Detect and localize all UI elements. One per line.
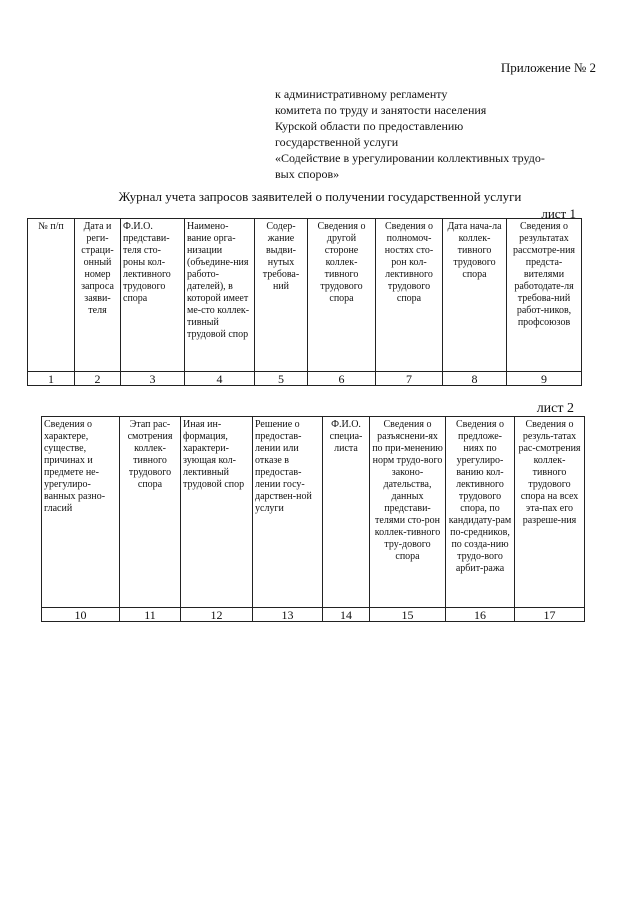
- regulation-line: «Содействие в урегулировании коллективных трудо-: [275, 151, 545, 165]
- header-cell: Ф.И.О. специа-листа: [323, 417, 370, 608]
- header-cell: Сведения о характере, существе, причинах и предмете не-урегулиро-ванных разно-гласий: [42, 417, 120, 608]
- header-cell: Решение о предостав-лении или отказе в предостав-лении госу-дарствен-ной услуги: [253, 417, 323, 608]
- column-number: 12: [181, 608, 253, 622]
- header-cell: Сведения о предложе-ниях по урегулиро-ванию кол-лективного трудового спора, по кандидату-рам по-средников, по созда-нию трудо-вого арбит-ража: [446, 417, 515, 608]
- column-number: 16: [446, 608, 515, 622]
- header-cell: Этап рас-смотрения коллек-тивного трудового спора: [120, 417, 181, 608]
- column-number: 14: [323, 608, 370, 622]
- header-cell: Ф.И.О. представи-теля сто-роны кол-лективного трудового спора: [121, 219, 185, 372]
- regulation-line: государственной услуги: [275, 135, 399, 149]
- column-number: 8: [443, 372, 507, 386]
- journal-title: Журнал учета запросов заявителей о получении государственной услуги: [118, 189, 522, 204]
- column-number: 1: [28, 372, 75, 386]
- column-number: 7: [376, 372, 443, 386]
- column-number: 10: [42, 608, 120, 622]
- header-cell: Сведения о полномоч-ностях сто-рон кол-лективного трудового спора: [376, 219, 443, 372]
- regulation-reference: [275, 86, 595, 182]
- sheet-2-label: лист 2: [536, 401, 574, 416]
- header-cell: Сведения о результатах рассмотре-ния предста-вителями работодате-ля требова-ний работ-ников, профсоюзов: [507, 219, 582, 372]
- header-cell: Дата и реги-страци-онный номер запроса заяви-теля: [75, 219, 121, 372]
- header-cell: Сведения о другой стороне коллек-тивного трудового спора: [308, 219, 376, 372]
- sheet-2-table: [41, 416, 585, 622]
- column-number: 3: [121, 372, 185, 386]
- header-cell: Наимено-вание орга-низации (объедине-ния работо-дателей), в которой имеет ме-сто коллек-тивный трудовой спор: [185, 219, 255, 372]
- header-cell: Сведения о разъяснени-ях по при-менению норм трудо-вого законо-дательства, данных представи-телями сто-рон коллек-тивного тру-дового спора: [370, 417, 446, 608]
- column-number: 17: [515, 608, 585, 622]
- regulation-line: Курской области по предоставлению: [275, 119, 464, 133]
- sheet-1-table: [27, 218, 582, 386]
- appendix-number: Приложение № 2: [500, 60, 596, 75]
- column-number: 13: [253, 608, 323, 622]
- regulation-line: к административному регламенту: [275, 87, 448, 101]
- regulation-line: комитета по труду и занятости населения: [275, 103, 487, 117]
- column-number: 11: [120, 608, 181, 622]
- regulation-line: вых споров»: [275, 167, 340, 181]
- header-cell: Сведения о резуль-татах рас-смотрения коллек-тивного трудового спора на всех эта-пах его разреше-ния: [515, 417, 585, 608]
- column-number: 2: [75, 372, 121, 386]
- header-cell: Иная ин-формация, характери-зующая кол-лективный трудовой спор: [181, 417, 253, 608]
- column-number: 9: [507, 372, 582, 386]
- header-cell: № п/п: [28, 219, 75, 372]
- header-cell: Содер-жание выдви-нутых требова-ний: [255, 219, 308, 372]
- column-number: 4: [185, 372, 255, 386]
- sheet-1-label: лист 1: [541, 206, 576, 221]
- column-number: 6: [308, 372, 376, 386]
- column-number: 5: [255, 372, 308, 386]
- column-number: 15: [370, 608, 446, 622]
- header-cell: Дата нача-ла коллек-тивного трудового спора: [443, 219, 507, 372]
